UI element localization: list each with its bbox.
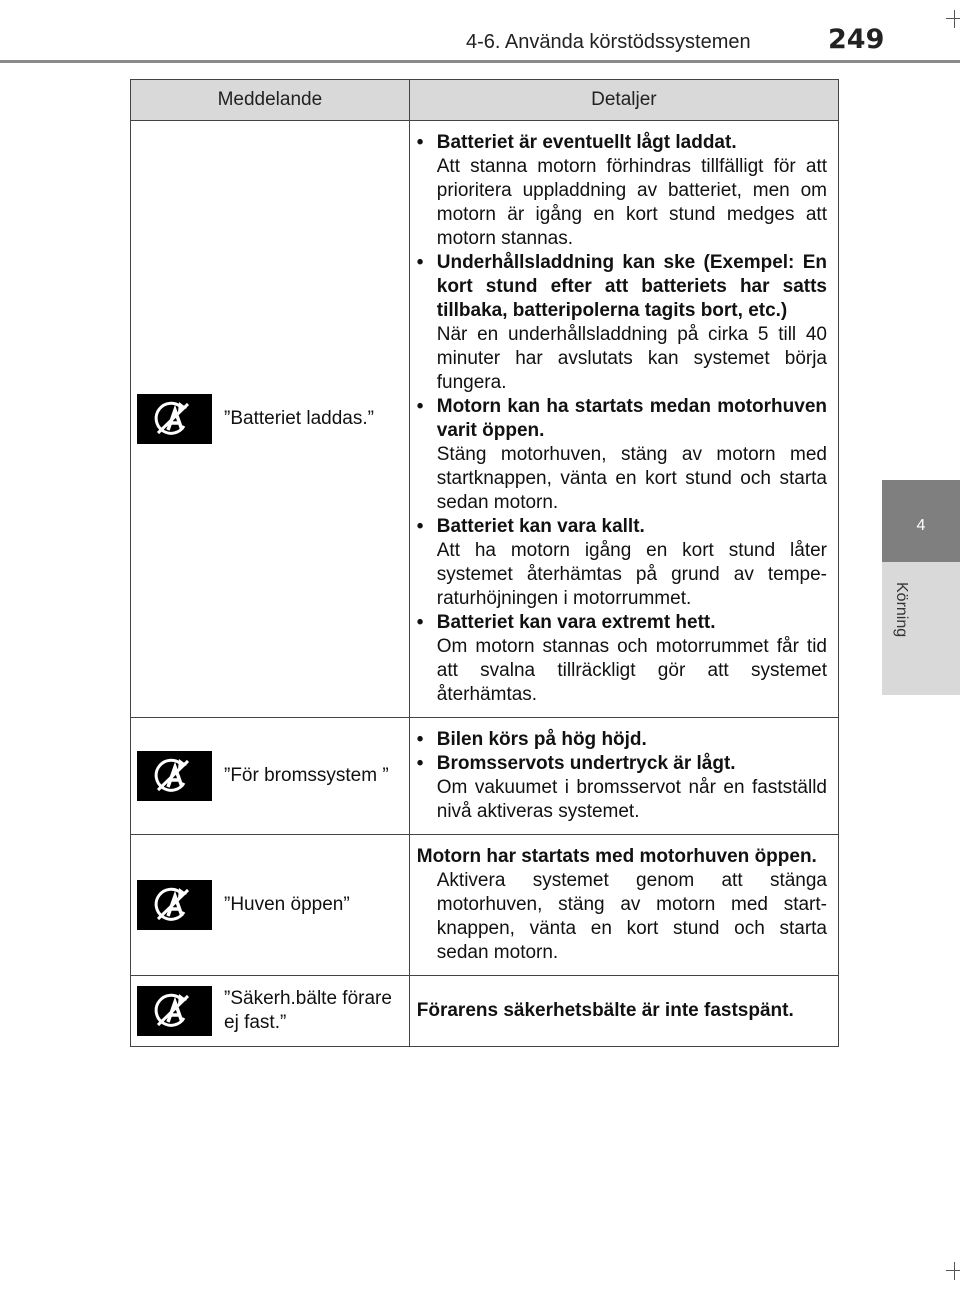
- detail-title: Underhållsladdning kan ske (Exempel: En kort stund efter att batteriets har satts tillbaka, batteripolerna tagits bort, etc.): [436, 252, 827, 321]
- detail-body: När en underhållsladdning på cirka 5 till 40 minuter har avslutats kan systemet börja fungera.: [436, 324, 827, 393]
- message-cell: [131, 718, 410, 835]
- chapter-title: Körning: [893, 582, 910, 638]
- detail-title: Bromsservots undertryck är lågt.: [436, 753, 736, 774]
- detail-title: Förarens säkerhetsbälte är inte fastspänt.: [416, 1000, 794, 1021]
- message-table: [130, 79, 839, 1047]
- stop-start-off-icon: [137, 986, 212, 1036]
- column-header-details: Detaljer: [409, 80, 838, 121]
- detail-title: Batteriet kan vara extremt hett.: [436, 612, 716, 633]
- message-text: ”Huven öppen”: [224, 894, 350, 915]
- stop-start-off-icon: [137, 751, 212, 801]
- stop-start-off-icon: [137, 394, 212, 444]
- message-text: ”Batteriet laddas.”: [224, 408, 374, 429]
- detail-title: Batteriet kan vara kallt.: [436, 516, 645, 537]
- header-rule: [0, 60, 960, 63]
- message-text: ”Säkerh.bälte förare ej fast.”: [224, 988, 392, 1033]
- section-title: 4-6. Använda körstödssystemen: [466, 31, 751, 53]
- stop-start-off-icon: [137, 880, 212, 930]
- details-cell: [409, 976, 838, 1047]
- detail-title: Motorn har startats med motorhuven öppen.: [416, 846, 817, 867]
- table-row: [131, 835, 839, 976]
- table-row: [131, 718, 839, 835]
- column-header-message: Meddelande: [131, 80, 410, 121]
- chapter-number: 4: [882, 480, 960, 562]
- table-header-row: [131, 80, 839, 121]
- details-cell: [409, 835, 838, 976]
- detail-body: Att ha motorn igång en kort stund låter systemet återhämtas på grund av temperaturhöjningen i motorrummet.: [436, 540, 827, 609]
- message-cell: [131, 121, 410, 718]
- detail-body: Stäng motorhuven, stäng av motorn med startknappen, vänta en kort stund och starta sedan motorn.: [436, 444, 827, 513]
- page-header: [0, 0, 960, 64]
- detail-body: Om motorn stannas och motorrummet får tid att svalna tillräckligt gör att systemet återhämtas.: [436, 636, 827, 705]
- table-row: [131, 976, 839, 1047]
- detail-body: Att stanna motorn förhindras tillfälligt för att prioritera uppladdning av batteriet, men om motorn är igång en kort stund medges att motorn stannas.: [436, 156, 827, 249]
- detail-body: Om vakuumet i bromsservot når en fastställd nivå aktiveras systemet.: [436, 777, 827, 822]
- details-cell: • Batteriet är eventuellt lågt laddat. Att stanna motorn förhindras tillfälligt för att prioritera uppladdning av batteriet, men om motorn är igång en kort stund medges att motorn stannas. • Underhållsladdning kan ske (Exempel: En kort stund efter att batteriets har satts tillbaka, batteripolerna tagits bort, etc.) När en underhållsladdning på cirka 5 till 40 minuter har avslutats kan systemet börja fungera. • Motorn kan ha startats medan motorhuven varit öppen. Stäng motorhuven, stäng av motorn med startknappen, vänta en kort stund och starta sedan motorn. • Batteriet kan vara kallt. Att ha motorn igång en kort stund låter systemet återhämtas på grund av temperaturhöjningen i motorrummet. • Batteriet kan vara extremt hett. Om motorn stannas och motorrummet får tid att svalna tillräckligt gör att systemet återhämtas.: [409, 121, 838, 718]
- message-cell: [131, 976, 410, 1047]
- detail-title: Batteriet är eventuellt lågt laddat.: [436, 132, 737, 153]
- message-cell: [131, 835, 410, 976]
- details-cell: • Bilen körs på hög höjd. • Bromsservots undertryck är lågt. Om vakuumet i bromsservot når en fastställd nivå aktiveras systemet.: [409, 718, 838, 835]
- detail-title: Bilen körs på hög höjd.: [436, 729, 647, 750]
- detail-title: Motorn kan ha startats medan motorhuven varit öppen.: [436, 396, 827, 441]
- page-number: 249: [828, 24, 885, 55]
- detail-body: Aktivera systemet genom att stänga motorhuven, stäng av motorn med startknappen, vänta en kort stund och starta sedan motorn.: [436, 870, 827, 963]
- table-row: [131, 121, 839, 718]
- message-text: ”För bromssystem ”: [224, 765, 389, 786]
